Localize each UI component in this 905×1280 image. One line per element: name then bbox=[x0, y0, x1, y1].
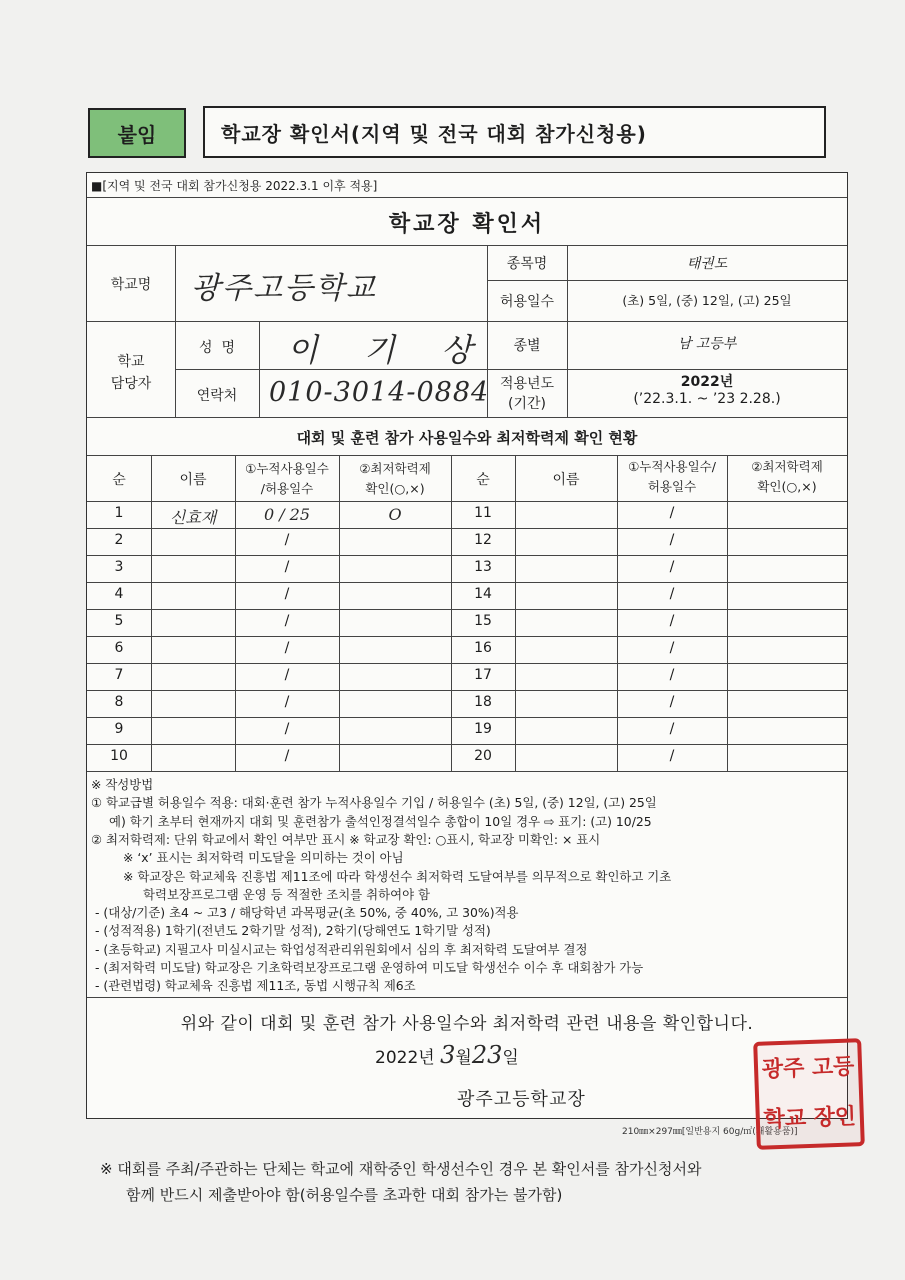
note-line: - (대상/기준) 초4 ~ 고3 / 해당학년 과목평균(초 50%, 중 40%, 고 30%)적용 bbox=[95, 905, 519, 921]
event-value: 태권도 bbox=[686, 256, 728, 272]
date-day: 23 bbox=[471, 1041, 503, 1069]
row-days: / bbox=[284, 694, 290, 710]
col-name-left: 이름 bbox=[179, 472, 207, 488]
seal-char-1: 광주 bbox=[761, 1055, 805, 1083]
apply-period: (’22.3.1. ~ ’23 2.28.) bbox=[633, 391, 781, 407]
note-line: ※ 학교장은 학교체육 진흥법 제11조에 따라 학생선수 최저학력 도달여부를 의무적으로 확인하고 기초 bbox=[123, 868, 672, 884]
row-min-check: O bbox=[388, 505, 402, 524]
staff-name-value: 이 기 상 bbox=[287, 331, 491, 369]
row-days: / bbox=[284, 532, 290, 548]
row-days: / bbox=[284, 613, 290, 629]
official-seal bbox=[753, 1038, 865, 1150]
row-days-right: / bbox=[669, 694, 675, 710]
note-line: - (관련법령) 학교체육 진흥법 제11조, 동법 시행규칙 제6조 bbox=[95, 978, 416, 994]
row-days: / bbox=[284, 586, 290, 602]
note-line: - (성적적용) 1학기(전년도 2학기말 성적), 2학기(당해연도 1학기말 성적) bbox=[95, 923, 491, 939]
row-no-right: 16 bbox=[474, 640, 492, 656]
apply-year-value: 2022년 bbox=[680, 374, 734, 390]
seal-char-2: 고등 bbox=[811, 1053, 855, 1081]
division-label: 종별 bbox=[513, 338, 541, 354]
col-min-right-1: ②최저학력제 bbox=[751, 459, 823, 474]
seal-char-4: 장인 bbox=[813, 1103, 857, 1131]
footnote-line-2: 함께 반드시 제출받아야 함(허용일수를 초과한 대회 참가는 불가함) bbox=[126, 1186, 563, 1204]
name-label: 성 명 bbox=[199, 340, 235, 356]
row-days-right: / bbox=[669, 748, 675, 764]
row-days: / bbox=[284, 748, 290, 764]
col-min-right-2: 확인(○,×) bbox=[757, 479, 817, 494]
note-line: - (초등학교) 지필고사 미실시교는 학업성적관리위원회에서 심의 후 최저학력 도달여부 결정 bbox=[95, 941, 588, 957]
contact-value: 010-3014-0884 bbox=[269, 377, 490, 408]
date-month: 3 bbox=[440, 1041, 456, 1069]
row-days-right: / bbox=[669, 532, 675, 548]
footnote bbox=[100, 1156, 860, 1208]
row-no: 2 bbox=[114, 532, 124, 548]
form-banner: ■[지역 및 전국 대회 참가신청용 2022.3.1 이후 적용] bbox=[91, 179, 378, 193]
row-no: 5 bbox=[114, 613, 124, 629]
col-min-left-1: ②최저학력제 bbox=[359, 461, 431, 476]
row-days-right: / bbox=[669, 505, 675, 521]
division-value: 남 고등부 bbox=[677, 336, 737, 352]
event-label: 종목명 bbox=[506, 256, 548, 272]
apply-year-label-2: (기간) bbox=[508, 396, 546, 412]
paper-size-note: 210㎜×297㎜[일반용지 60g/㎡(재활용품)] bbox=[622, 1127, 798, 1137]
confirmation-form bbox=[86, 172, 848, 1119]
contact-label: 연락처 bbox=[196, 388, 238, 404]
row-days-right: / bbox=[669, 667, 675, 683]
note-line: - (최저학력 미도달) 학교장은 기초학력보장프로그램 운영하여 미도달 학생선수 이수 후 대회참가 가능 bbox=[95, 960, 644, 975]
row-no-right: 12 bbox=[474, 532, 492, 548]
staff-label-1: 학교 bbox=[117, 354, 145, 370]
note-line: ※ 작성방법 bbox=[91, 777, 154, 792]
row-days: / bbox=[284, 559, 290, 575]
document-header-title: 학교장 확인서(지역 및 전국 대회 참가신청용) bbox=[203, 106, 826, 158]
staff-label-2: 담당자 bbox=[110, 376, 152, 392]
row-no-right: 19 bbox=[474, 721, 492, 737]
principal-name: 광주고등학교장 bbox=[457, 1089, 586, 1110]
row-days-right: / bbox=[669, 559, 675, 575]
note-line: ② 최저학력제: 단위 학교에서 확인 여부만 표시 ※ 학교장 확인: ○표시, 학교장 미확인: × 표시 bbox=[91, 831, 601, 847]
row-days: / bbox=[284, 721, 290, 737]
row-no-right: 18 bbox=[474, 694, 492, 710]
school-name-label: 학교명 bbox=[110, 277, 152, 293]
row-days-right: / bbox=[669, 640, 675, 656]
attachment-tag: 붙임 bbox=[88, 108, 186, 158]
status-title: 대회 및 훈련 참가 사용일수와 최저학력제 확인 현황 bbox=[296, 429, 638, 447]
row-days: / bbox=[284, 640, 290, 656]
col-days-left-2: /허용일수 bbox=[260, 481, 314, 496]
note-line: 예) 학기 초부터 현재까지 대회 및 훈련참가 출석인정결석일수 총합이 10일 경우 ⇨ 표기: (고) 10/25 bbox=[109, 813, 652, 829]
row-days: 0 / 25 bbox=[263, 505, 311, 524]
issue-date bbox=[375, 1041, 519, 1069]
col-no-right: 순 bbox=[476, 472, 490, 488]
row-days: / bbox=[284, 667, 290, 683]
row-no: 4 bbox=[114, 586, 124, 602]
row-player-name: 신효재 bbox=[169, 508, 217, 527]
row-no-right: 20 bbox=[474, 748, 492, 764]
note-line: 학력보장프로그램 운영 등 적절한 조치를 취하여야 함 bbox=[143, 886, 430, 902]
confirm-text: 위와 같이 대회 및 훈련 참가 사용일수와 최저학력 관련 내용을 확인합니다. bbox=[180, 1014, 754, 1034]
allowed-days-value: (초) 5일, (중) 12일, (고) 25일 bbox=[622, 293, 792, 308]
form-title: 학교장 확인서 bbox=[388, 212, 546, 237]
col-days-right-2: 허용일수 bbox=[647, 479, 697, 494]
date-month-unit: 월 bbox=[455, 1048, 472, 1068]
col-days-right-1: ①누적사용일수/ bbox=[628, 459, 716, 474]
row-no: 1 bbox=[114, 505, 124, 521]
row-no-right: 11 bbox=[474, 505, 492, 521]
note-line: ※ ‘x’ 표시는 최저학력 미도달을 의미하는 것이 아님 bbox=[123, 850, 404, 866]
row-no-right: 17 bbox=[474, 667, 492, 683]
row-no-right: 13 bbox=[474, 559, 492, 575]
note-line: ① 학교급별 허용일수 적용: 대회·훈련 참가 누적사용일수 기입 / 허용일수 (초) 5일, (중) 12일, (고) 25일 bbox=[91, 795, 657, 811]
seal-char-3: 학교 bbox=[763, 1105, 807, 1133]
row-no: 10 bbox=[110, 748, 128, 764]
school-name-value: 광주고등학교 bbox=[191, 271, 377, 306]
row-no: 3 bbox=[114, 559, 124, 575]
row-days-right: / bbox=[669, 586, 675, 602]
row-no-right: 14 bbox=[474, 586, 492, 602]
row-days-right: / bbox=[669, 613, 675, 629]
date-year: 2022년 bbox=[375, 1048, 435, 1068]
row-no-right: 15 bbox=[474, 613, 492, 629]
col-no-left: 순 bbox=[112, 472, 126, 488]
date-day-unit: 일 bbox=[502, 1048, 519, 1068]
col-days-left-1: ①누적사용일수 bbox=[245, 461, 329, 476]
row-no: 9 bbox=[114, 721, 124, 737]
col-name-right: 이름 bbox=[552, 472, 580, 488]
allowed-days-label: 허용일수 bbox=[499, 294, 555, 310]
row-no: 6 bbox=[114, 640, 124, 656]
row-no: 7 bbox=[114, 667, 124, 683]
footnote-line-1: ※ 대회를 주최/주관하는 단체는 학교에 재학중인 학생선수인 경우 본 확인서를 참가신청서와 bbox=[100, 1160, 702, 1178]
row-days-right: / bbox=[669, 721, 675, 737]
col-min-left-2: 확인(○,×) bbox=[365, 481, 425, 496]
row-no: 8 bbox=[114, 694, 124, 710]
apply-year-label-1: 적용년도 bbox=[499, 376, 555, 392]
